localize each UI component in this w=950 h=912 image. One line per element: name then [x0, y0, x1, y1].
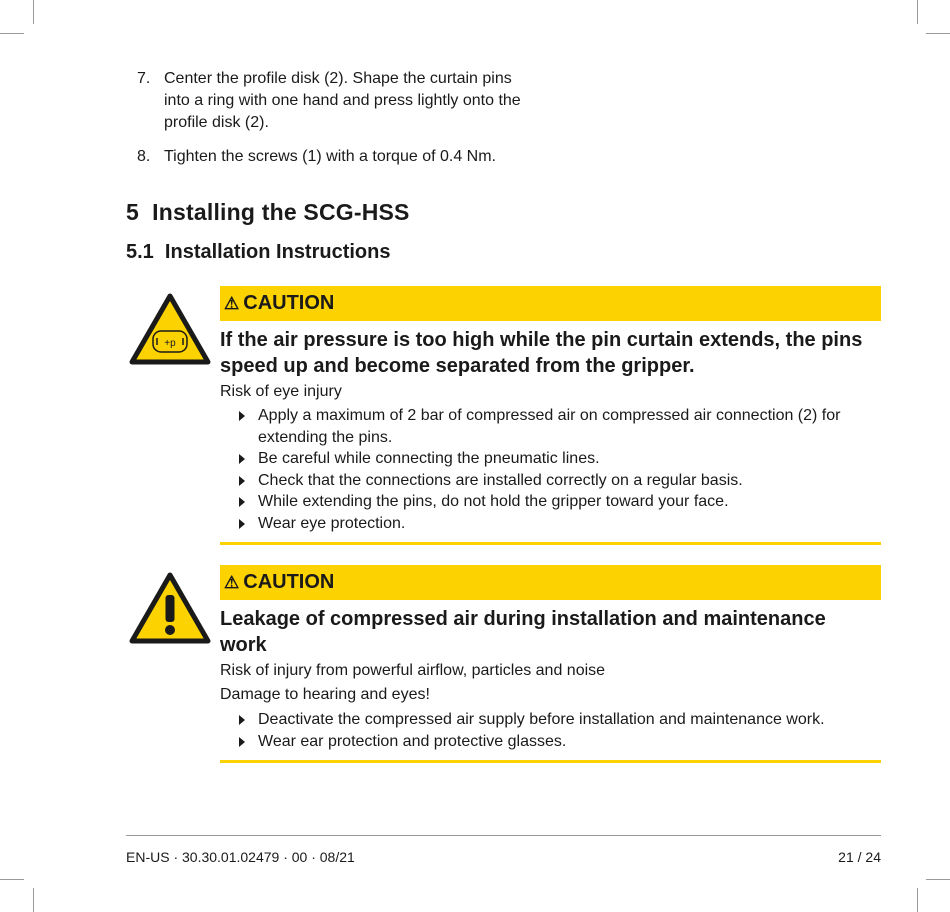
measure-text: Check that the connections are installed correctly on a regular basis.	[258, 471, 743, 489]
crop-mark	[0, 33, 24, 34]
measure-text: Deactivate the compressed air supply before installation and maintenance work.	[258, 711, 825, 728]
step-list	[137, 68, 557, 180]
general-warning-icon	[128, 571, 212, 645]
pressure-icon-label: +p	[164, 338, 176, 349]
measure-list	[220, 709, 881, 752]
signal-word: CAUTION	[243, 292, 335, 314]
risk-text: Risk of eye injury	[220, 383, 342, 400]
bullet-arrow-icon	[239, 497, 245, 507]
risk-text: Risk of injury from powerful airflow, particles and noise	[220, 662, 606, 679]
list-item	[220, 405, 881, 448]
caution-bottom-rule	[220, 542, 881, 545]
list-item	[220, 470, 881, 492]
bullet-arrow-icon	[239, 476, 245, 486]
pressure-warning-icon	[128, 292, 212, 366]
bullet-arrow-icon	[239, 715, 245, 725]
crop-mark	[926, 879, 950, 880]
bullet-arrow-icon	[239, 411, 245, 421]
step-item	[137, 146, 557, 168]
step-text: Tighten the screws (1) with a torque of 0.4 Nm.	[164, 148, 496, 165]
caution-box	[220, 286, 881, 545]
measure-text: Be careful while connecting the pneumatic lines.	[258, 450, 600, 467]
list-item	[220, 731, 881, 753]
caution-bottom-rule	[220, 760, 881, 763]
section-heading: 5 Installing the SCG-HSS	[126, 199, 410, 225]
risk-text: Damage to hearing and eyes!	[220, 686, 430, 703]
list-item	[220, 448, 881, 470]
step-number: 7.	[137, 70, 151, 87]
subsection-heading: 5.1 Installation Instructions	[126, 241, 391, 263]
step-number: 8.	[137, 148, 151, 165]
crop-mark	[33, 888, 34, 912]
step-item	[137, 68, 557, 134]
measure-text: Wear eye protection.	[258, 514, 406, 532]
caution-box	[220, 565, 881, 763]
hazard-title: Leakage of compressed air during installation and maintenance work	[220, 608, 826, 656]
measure-text: While extending the pins, do not hold the gripper toward your face.	[258, 493, 729, 510]
page-number: 21 / 24	[838, 849, 881, 865]
document-id: EN-US · 30.30.01.02479 · 00 · 08/21	[126, 849, 355, 865]
measure-text: Wear ear protection and protective glasses.	[258, 732, 567, 750]
list-item	[220, 709, 881, 731]
warning-triangle-icon: ⚠	[224, 293, 240, 313]
bullet-arrow-icon	[239, 454, 245, 464]
caution-banner	[220, 565, 881, 600]
measure-text: Apply a maximum of 2 bar of compressed air on compressed air connection (2) for extending the pins.	[258, 407, 841, 446]
crop-mark	[0, 879, 24, 880]
hazard-title: If the air pressure is too high while the pin curtain extends, the pins speed up and become separated from the gripper.	[220, 329, 863, 377]
signal-word: CAUTION	[243, 571, 335, 593]
step-text: Center the profile disk (2). Shape the curtain pins into a ring with one hand and press lightly onto the profile disk (2).	[164, 70, 521, 131]
caution-banner	[220, 286, 881, 321]
crop-mark	[917, 888, 918, 912]
list-item	[220, 513, 881, 535]
crop-mark	[926, 33, 950, 34]
warning-triangle-icon: ⚠	[224, 572, 240, 592]
measure-list	[220, 405, 881, 534]
crop-mark	[33, 0, 34, 24]
bullet-arrow-icon	[239, 519, 245, 529]
crop-mark	[917, 0, 918, 24]
bullet-arrow-icon	[239, 737, 245, 747]
footer-rule	[126, 835, 881, 836]
list-item	[220, 491, 881, 513]
